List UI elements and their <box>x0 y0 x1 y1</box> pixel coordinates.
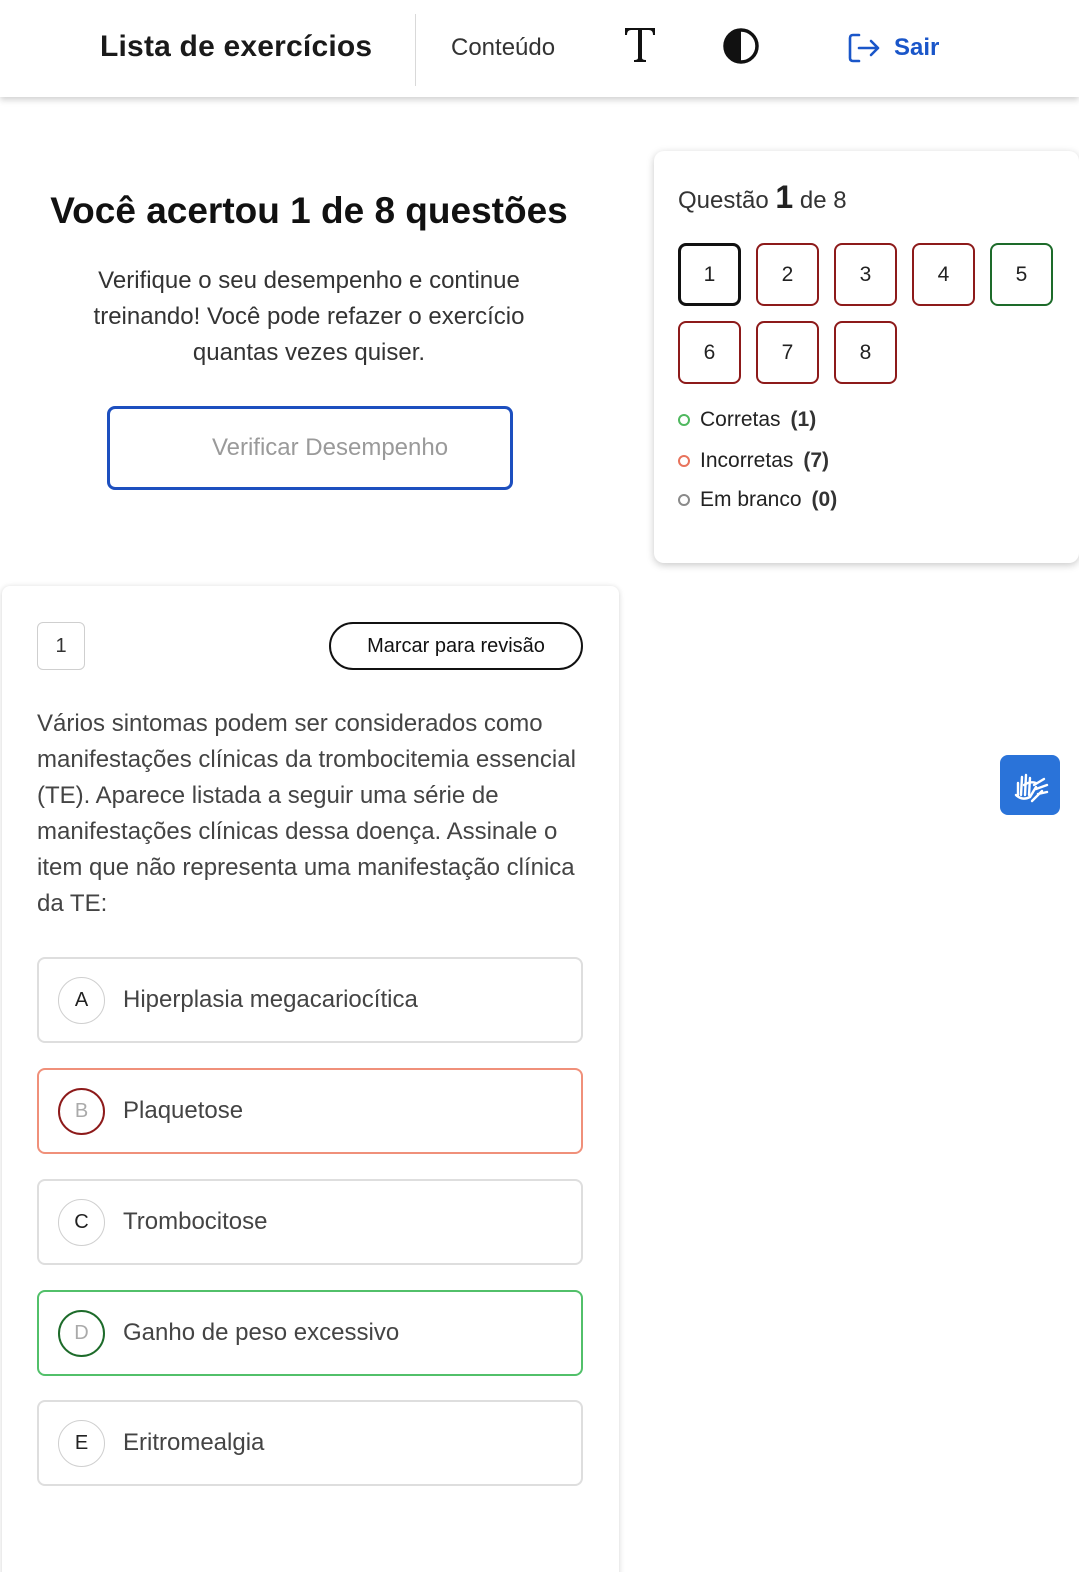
legend-label: Corretas <box>700 408 781 431</box>
legend-count: (0) <box>811 488 838 511</box>
top-header <box>0 0 1079 97</box>
question-button-6[interactable]: 6 <box>678 321 741 384</box>
correct-dot-icon <box>678 414 690 426</box>
accessibility-widget-button[interactable] <box>1000 755 1060 815</box>
page-title: Lista de exercícios <box>100 30 373 63</box>
font-size-icon[interactable] <box>622 24 658 64</box>
option-letter: A <box>58 977 105 1024</box>
legend-label: Incorretas <box>700 449 794 472</box>
question-button-8[interactable]: 8 <box>834 321 897 384</box>
question-button-2[interactable]: 2 <box>756 243 819 306</box>
question-card <box>2 586 619 1572</box>
question-button-4[interactable]: 4 <box>912 243 975 306</box>
content-link[interactable]: Conteúdo <box>451 34 556 61</box>
navigator-prefix: Questão <box>678 187 769 214</box>
contrast-icon[interactable] <box>722 27 760 65</box>
header-divider <box>415 14 416 86</box>
blank-dot-icon <box>678 494 690 506</box>
result-title: Você acertou 1 de 8 questões <box>50 190 568 231</box>
legend-label: Em branco <box>700 488 802 511</box>
option-text: Eritromealgia <box>123 1429 265 1456</box>
incorrect-dot-icon <box>678 455 690 467</box>
sign-language-hands-icon <box>1010 765 1050 805</box>
option-letter: C <box>58 1199 105 1246</box>
question-navigator <box>654 151 1079 563</box>
option-d[interactable] <box>37 1290 583 1376</box>
question-button-5[interactable]: 5 <box>990 243 1053 306</box>
logout-label: Sair <box>894 34 940 61</box>
legend-count: (1) <box>790 408 817 431</box>
legend-incorrect <box>678 449 829 473</box>
question-button-7[interactable]: 7 <box>756 321 819 384</box>
navigator-current: 1 <box>775 179 794 215</box>
option-letter: D <box>58 1310 105 1357</box>
option-e[interactable] <box>37 1400 583 1486</box>
mark-for-review-button[interactable]: Marcar para revisão <box>329 622 583 670</box>
verify-performance-button[interactable]: Verificar Desempenho <box>107 406 513 490</box>
legend-correct <box>678 408 816 432</box>
result-description: Verifique o seu desempenho e continue treinando! Você pode refazer o exercício quantas vezes quiser. <box>93 267 525 366</box>
legend-blank <box>678 488 837 512</box>
question-number-badge: 1 <box>37 622 85 670</box>
option-text: Hiperplasia megacariocítica <box>123 986 418 1013</box>
question-button-3[interactable]: 3 <box>834 243 897 306</box>
question-statement: Vários sintomas podem ser considerados como manifestações clínicas da trombocitemia essencial (TE). Aparece listada a seguir uma série de manifestações clínicas dessa doença. Assinale o item que não representa uma manifestação clínica da TE: <box>37 710 576 917</box>
question-button-1[interactable]: 1 <box>678 243 741 306</box>
navigator-title <box>678 179 847 216</box>
option-text: Ganho de peso excessivo <box>123 1319 400 1346</box>
option-c[interactable] <box>37 1179 583 1265</box>
option-b[interactable] <box>37 1068 583 1154</box>
option-text: Trombocitose <box>123 1208 268 1235</box>
option-letter: E <box>58 1420 105 1467</box>
logout-icon <box>846 30 882 66</box>
option-text: Plaquetose <box>123 1097 244 1124</box>
logout-button[interactable] <box>846 30 939 66</box>
option-a[interactable] <box>37 957 583 1043</box>
option-letter: B <box>58 1088 105 1135</box>
legend-count: (7) <box>803 449 830 472</box>
navigator-suffix: de 8 <box>799 187 847 214</box>
